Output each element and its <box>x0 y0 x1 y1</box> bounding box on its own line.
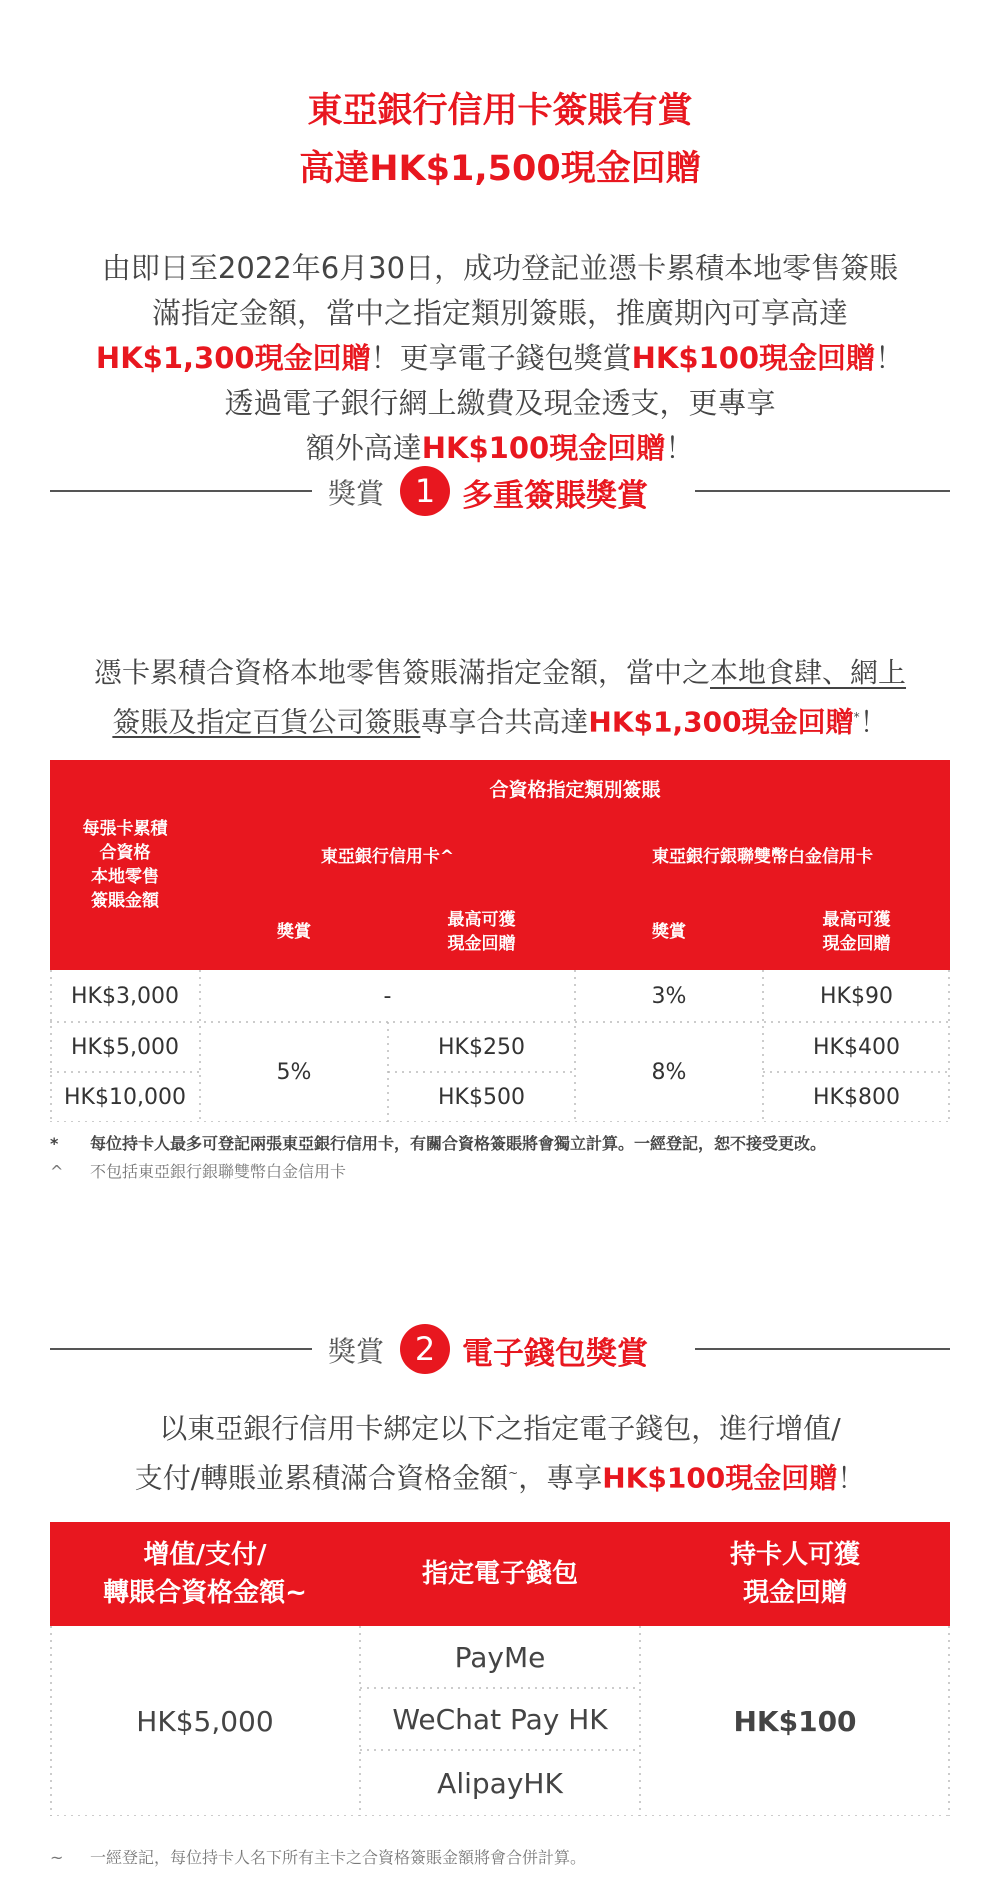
section-1-number-badge: 1 <box>400 466 450 516</box>
footnote-text: 一經登記，每位持卡人名下所有主卡之合資格簽賬金額將會合併計算。 <box>90 1848 587 1867</box>
divider-right <box>695 490 950 492</box>
section-2-desc-line-2 <box>0 1451 1000 1500</box>
row-1-card-2-max: HK$90 <box>820 983 893 1009</box>
divider-left <box>50 490 312 492</box>
intro-line-3 <box>0 336 1000 381</box>
desc-text: 支付/轉賬並累積滿合資格金額 <box>134 1461 509 1495</box>
intro-line-5 <box>0 426 1000 471</box>
section-2-title: 電子錢包獎賞 <box>462 1336 648 1372</box>
page-title <box>0 82 1000 198</box>
title-line-2: 高達HK$1,500現金回贈 <box>299 149 701 189</box>
header-card-1-reward: 獎賞 <box>200 893 388 970</box>
section-1-description <box>0 650 1000 744</box>
desc-underlined: 簽賬及指定百貨公司簽賬 <box>112 705 421 739</box>
desc-text: 專享合共高達 <box>420 705 589 739</box>
header-designated-wallets: 指定電子錢包 <box>360 1522 640 1626</box>
header-card-2: 東亞銀行銀聯雙幣白金信用卡 <box>575 820 950 893</box>
footnote-mark: ~ <box>508 1466 519 1480</box>
intro-line-1: 由即日至2022年6月30日，成功登記並憑卡累積本地零售簽賬 <box>101 251 899 285</box>
section-2-description <box>0 1406 1000 1500</box>
row-2-card-2-max: HK$400 <box>813 1034 900 1060</box>
cashback-value: HK$100 <box>733 1704 857 1738</box>
row-1-card-2-reward: 3% <box>651 983 687 1009</box>
footnote-text: 不包括東亞銀行銀聯雙幣白金信用卡 <box>90 1162 347 1181</box>
title-line-1: 東亞銀行信用卡簽賬有賞 <box>307 91 693 131</box>
intro-line-5-end: ！ <box>665 431 695 465</box>
header-eligible-categories: 合資格指定類別簽賬 <box>200 760 950 820</box>
section-1-header <box>50 466 950 516</box>
section-1-label: 獎賞 <box>328 477 385 510</box>
section-1-desc-line-1 <box>0 650 1000 695</box>
section-2-footnotes <box>50 1844 950 1872</box>
wallet-alipayhk: AlipayHK <box>437 1766 563 1800</box>
footnote-mark: ~ <box>50 1848 64 1867</box>
eligible-amount-value: HK$5,000 <box>136 1704 274 1738</box>
section-2-header <box>50 1324 950 1374</box>
desc-text: ！ <box>859 705 888 739</box>
section-2-number-badge: 2 <box>400 1324 450 1374</box>
wallet-payme: PayMe <box>454 1640 546 1674</box>
wallet-wechat-pay-hk: WeChat Pay HK <box>392 1702 608 1736</box>
card-2-reward-merged: 8% <box>651 1059 687 1085</box>
header-card-1: 東亞銀行信用卡^ <box>200 820 575 893</box>
desc-text: 憑卡累積合資格本地零售簽賬滿指定金額，當中之 <box>93 656 710 689</box>
intro-line-5-pre: 額外高達 <box>305 431 422 465</box>
section-2-desc-line-1: 以東亞銀行信用卡綁定以下之指定電子錢包，進行增值/ <box>159 1412 841 1445</box>
footnote-item <box>50 1844 950 1872</box>
intro-highlight-3: HK$100現金回贈 <box>421 431 666 465</box>
intro-line-3-end: ！ <box>875 341 905 375</box>
divider-left <box>50 1348 312 1350</box>
intro-highlight-2: HK$100現金回贈 <box>631 341 876 375</box>
card-1-reward-merged: 5% <box>276 1059 312 1085</box>
section-2-label: 獎賞 <box>328 1335 385 1368</box>
footnote-text: 每位持卡人最多可登記兩張東亞銀行信用卡，有關合資格簽賬將會獨立計算。一經登記，恕不接受更改。 <box>90 1134 827 1153</box>
header-card-2-max: 最高可獲 現金回贈 <box>763 893 950 970</box>
desc-text: ，專享 <box>518 1461 603 1495</box>
intro-line-4: 透過電子銀行網上繳費及現金透支，更專享 <box>224 386 776 420</box>
intro-highlight-1: HK$1,300現金回贈 <box>95 341 371 375</box>
row-3-amount: HK$10,000 <box>64 1084 186 1110</box>
intro-line-2: 滿指定金額，當中之指定類別簽賬，推廣期內可享高達 <box>151 296 848 330</box>
intro-text <box>0 246 1000 471</box>
section-1-title: 多重簽賬獎賞 <box>462 478 648 514</box>
desc-text: ！ <box>837 1461 866 1495</box>
row-3-card-2-max: HK$800 <box>813 1084 900 1110</box>
section-1-desc-line-2 <box>0 695 1000 744</box>
footnote-mark: ^ <box>50 1162 64 1181</box>
header-card-2-reward: 獎賞 <box>575 893 763 970</box>
footnote-item <box>50 1158 950 1186</box>
intro-line-3-mid: ！更享電子錢包獎賞 <box>370 341 632 375</box>
row-2-amount: HK$5,000 <box>71 1034 179 1060</box>
footnote-item <box>50 1130 950 1158</box>
section-1-footnotes <box>50 1130 950 1186</box>
spending-reward-table <box>50 760 950 1122</box>
row-3-card-1-max: HK$500 <box>438 1084 525 1110</box>
header-cashback: 持卡人可獲 現金回贈 <box>640 1522 950 1626</box>
divider-right <box>695 1348 950 1350</box>
row-1-amount: HK$3,000 <box>71 983 179 1009</box>
row-1-card-1-value: - <box>383 983 392 1009</box>
header-card-1-max: 最高可獲 現金回贈 <box>388 893 575 970</box>
footnote-mark: * <box>50 1134 59 1153</box>
desc-underlined: 本地食肆、網上 <box>710 656 907 689</box>
row-2-card-1-max: HK$250 <box>438 1034 525 1060</box>
desc-highlight: HK$100現金回贈 <box>602 1461 838 1495</box>
desc-highlight: HK$1,300現金回贈 <box>588 705 854 739</box>
header-eligible-amount: 增值/支付/ 轉賬合資格金額~ <box>50 1522 360 1626</box>
footnote-mark: * <box>853 710 860 724</box>
header-spending-amount: 每張卡累積 合資格 本地零售 簽賬金額 <box>50 760 200 970</box>
e-wallet-reward-table <box>50 1522 950 1816</box>
